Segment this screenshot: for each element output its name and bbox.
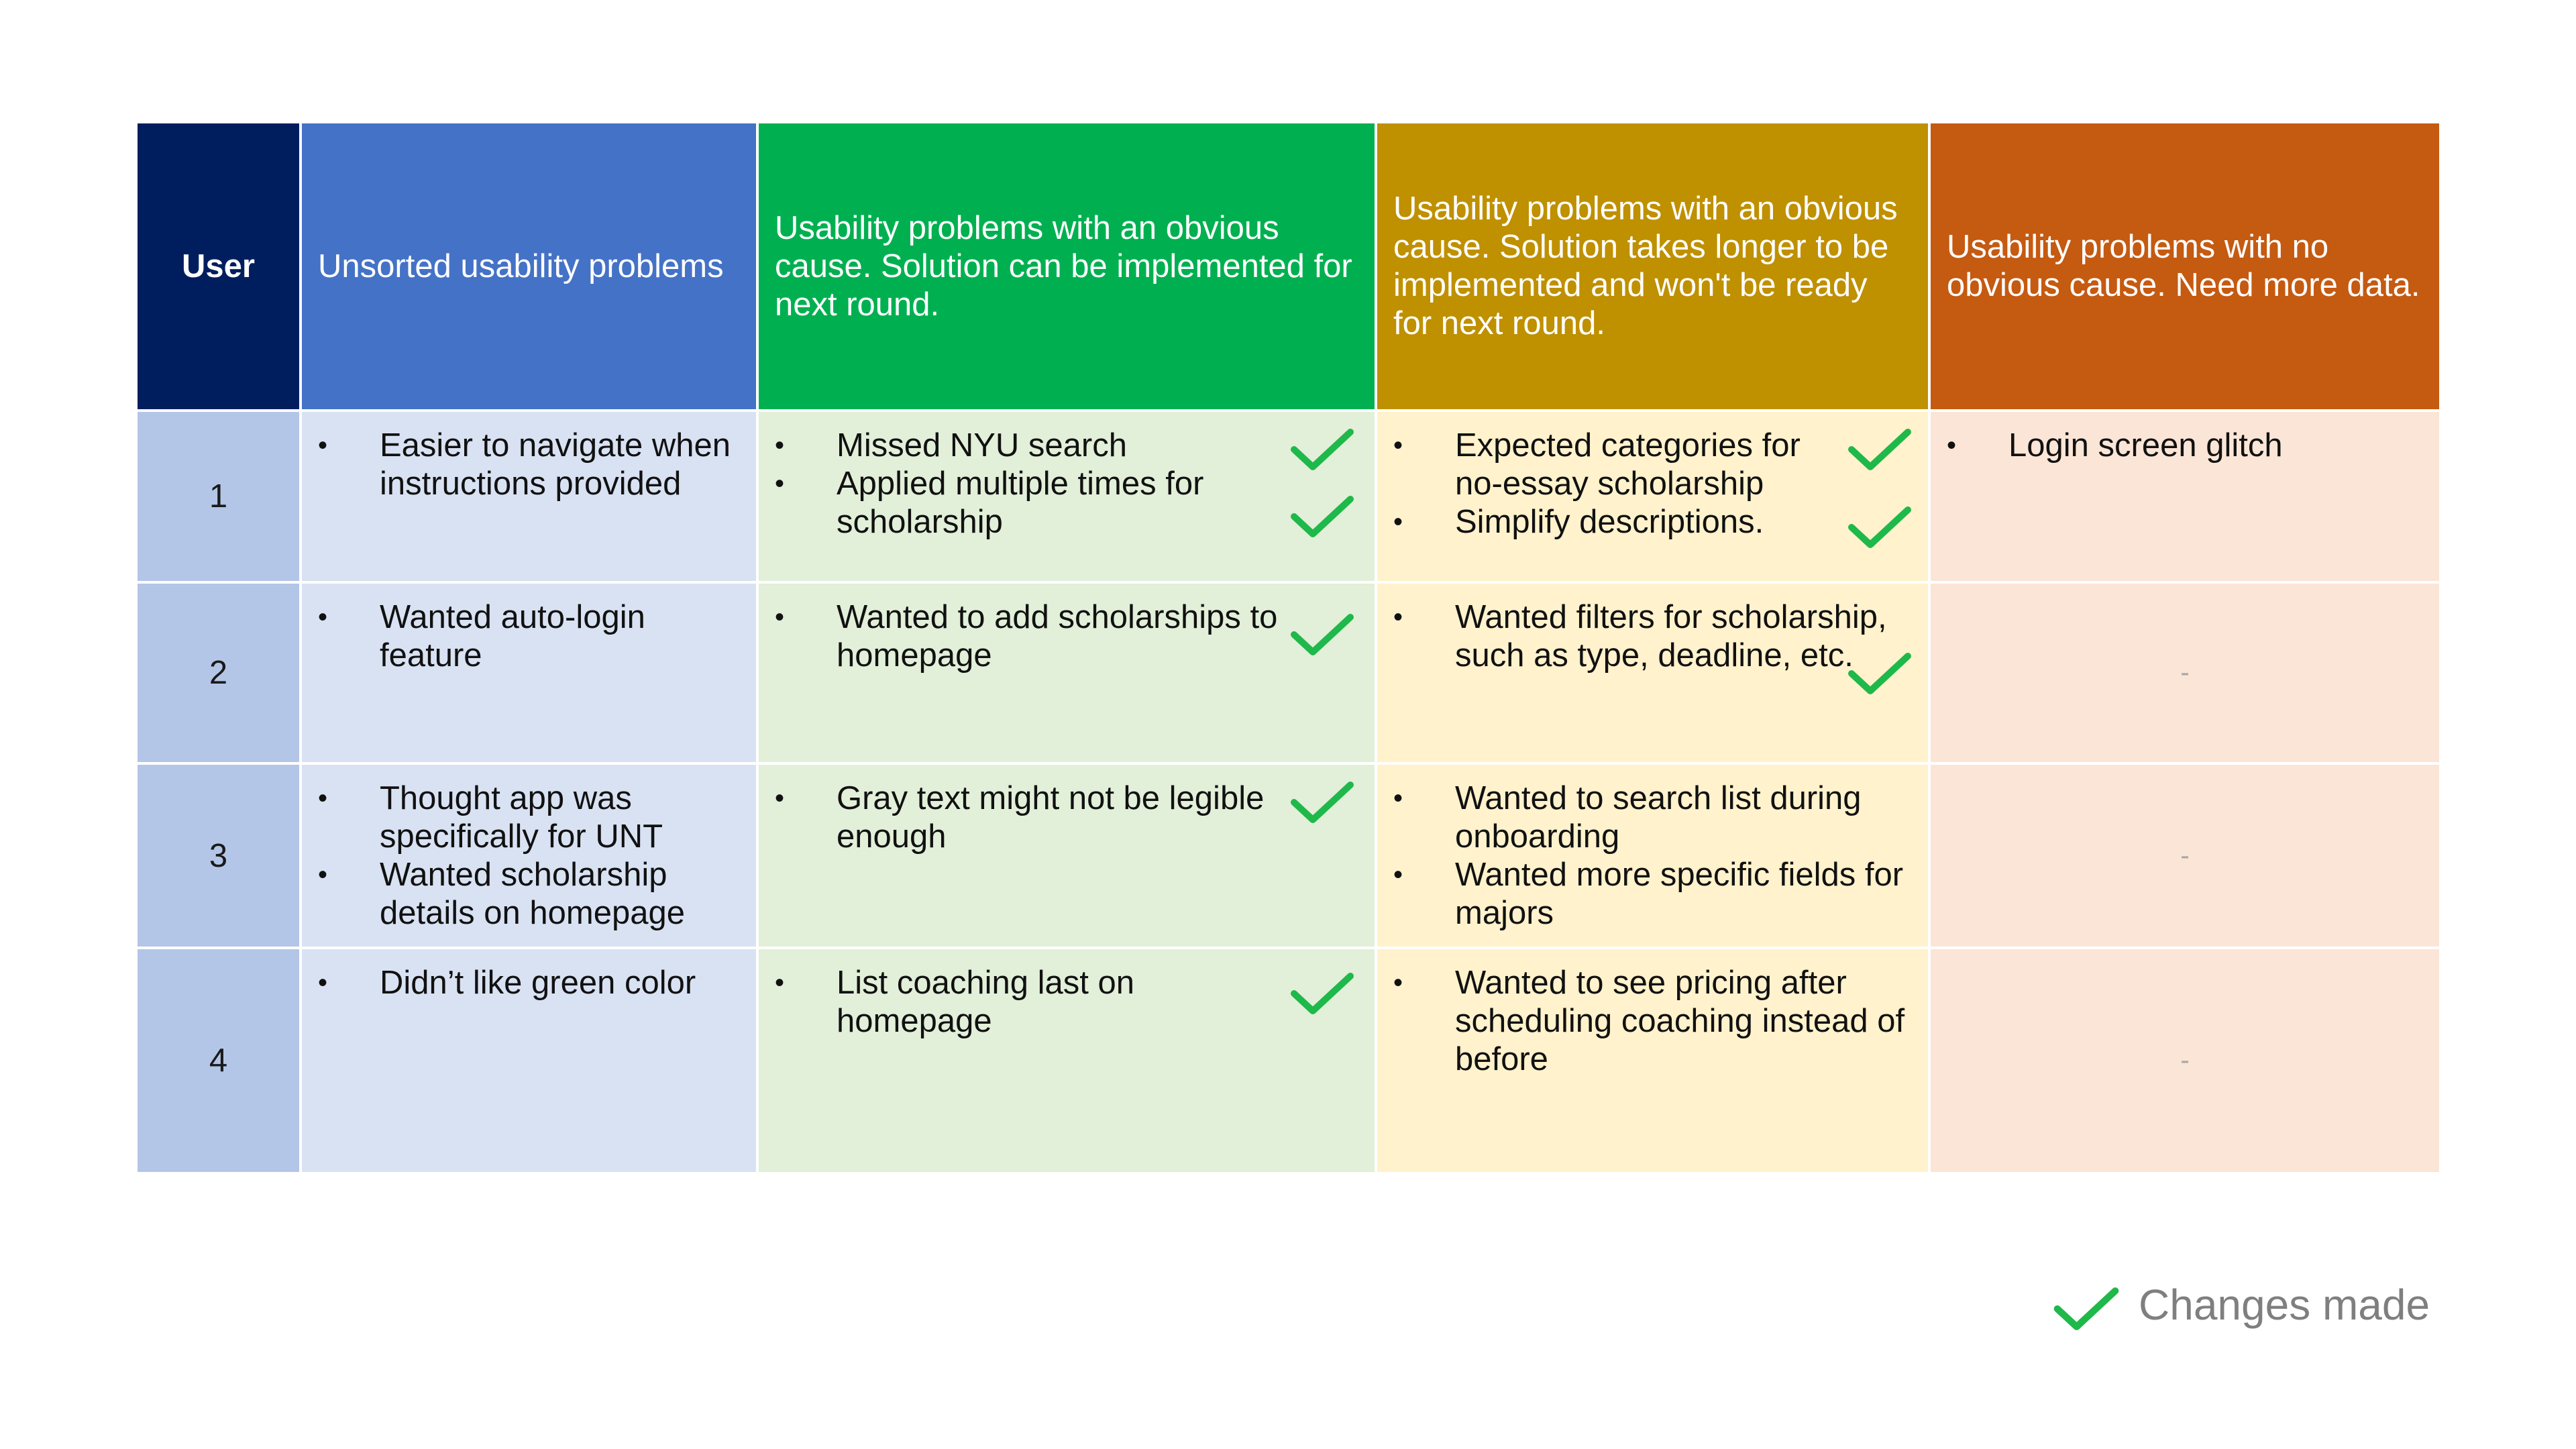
no-cause-cell bbox=[1929, 582, 2440, 763]
empty-dash: - bbox=[2180, 657, 2190, 688]
list-item: • Wanted auto-login feature bbox=[318, 598, 736, 675]
obvious-now-cell bbox=[757, 948, 1376, 1173]
checkmark-icon bbox=[1847, 427, 1912, 474]
user-number: 2 bbox=[136, 582, 301, 763]
user-number: 4 bbox=[136, 948, 301, 1173]
list-item: • Login screen glitch bbox=[1947, 427, 2419, 465]
list-item: • Didn’t like green color bbox=[318, 964, 736, 1002]
empty-dash: - bbox=[2180, 1045, 2190, 1075]
header-user: User bbox=[136, 122, 301, 411]
no-cause-cell bbox=[1929, 763, 2440, 948]
obvious-now-cell bbox=[757, 411, 1376, 582]
list-item: • Wanted scholarship details on homepage bbox=[318, 856, 736, 932]
unsorted-cell bbox=[301, 763, 757, 948]
checkmark-icon bbox=[1290, 612, 1354, 659]
table-row bbox=[136, 948, 2440, 1173]
checkmark-icon bbox=[1290, 971, 1354, 1018]
obvious-later-cell bbox=[1376, 582, 1929, 763]
table-row bbox=[136, 763, 2440, 948]
list-item: • Wanted to add scholarships to homepage bbox=[775, 598, 1281, 675]
obvious-later-cell bbox=[1376, 948, 1929, 1173]
checkmark-icon bbox=[1290, 494, 1354, 541]
list-item: • Wanted more specific fields for majors bbox=[1393, 856, 1908, 932]
checkmark-icon bbox=[1290, 780, 1354, 826]
no-cause-cell bbox=[1929, 948, 2440, 1173]
checkmark-icon bbox=[1847, 651, 1912, 698]
obvious-now-cell bbox=[757, 763, 1376, 948]
header-unsorted: Unsorted usability problems bbox=[301, 122, 757, 411]
user-number: 1 bbox=[136, 411, 301, 582]
empty-dash: - bbox=[2180, 841, 2190, 870]
table-row bbox=[136, 582, 2440, 763]
obvious-later-cell bbox=[1376, 411, 1929, 582]
list-item: • Wanted to search list during onboarding bbox=[1393, 780, 1908, 856]
unsorted-cell bbox=[301, 948, 757, 1173]
header-obvious-now: Usability problems with an obvious cause. Solution can be implemented for next round. bbox=[757, 122, 1376, 411]
list-item: • List coaching last on homepage bbox=[775, 964, 1281, 1040]
list-item: • Applied multiple times for scholarship bbox=[775, 465, 1281, 541]
list-item: • Gray text might not be legible enough bbox=[775, 780, 1281, 856]
unsorted-cell bbox=[301, 411, 757, 582]
usability-table bbox=[135, 121, 2442, 1175]
list-item: • Thought app was specifically for UNT bbox=[318, 780, 736, 856]
checkmark-icon bbox=[1290, 427, 1354, 474]
obvious-later-cell bbox=[1376, 763, 1929, 948]
user-number: 3 bbox=[136, 763, 301, 948]
unsorted-cell bbox=[301, 582, 757, 763]
checkmark-icon bbox=[2053, 1285, 2120, 1334]
list-item: • Easier to navigate when instructions provided bbox=[318, 427, 736, 503]
legend bbox=[2053, 1275, 2430, 1335]
no-cause-cell bbox=[1929, 411, 2440, 582]
list-item: • Wanted to see pricing after scheduling coaching instead of before bbox=[1393, 964, 1908, 1079]
list-item: • Wanted filters for scholarship, such as type, deadline, etc. bbox=[1393, 598, 1908, 675]
header-row bbox=[136, 122, 2440, 411]
list-item: • Simplify descriptions. bbox=[1393, 503, 1834, 541]
checkmark-icon bbox=[1847, 504, 1912, 551]
table-row bbox=[136, 411, 2440, 582]
legend-label: Changes made bbox=[2139, 1281, 2430, 1329]
obvious-now-cell bbox=[757, 582, 1376, 763]
header-no-cause: Usability problems with no obvious cause. Need more data. bbox=[1929, 122, 2440, 411]
list-item: • Missed NYU search bbox=[775, 427, 1281, 465]
header-obvious-later: Usability problems with an obvious cause. Solution takes longer to be implemented and won't be ready for next round. bbox=[1376, 122, 1929, 411]
list-item: • Expected categories for no-essay scholarship bbox=[1393, 427, 1834, 503]
